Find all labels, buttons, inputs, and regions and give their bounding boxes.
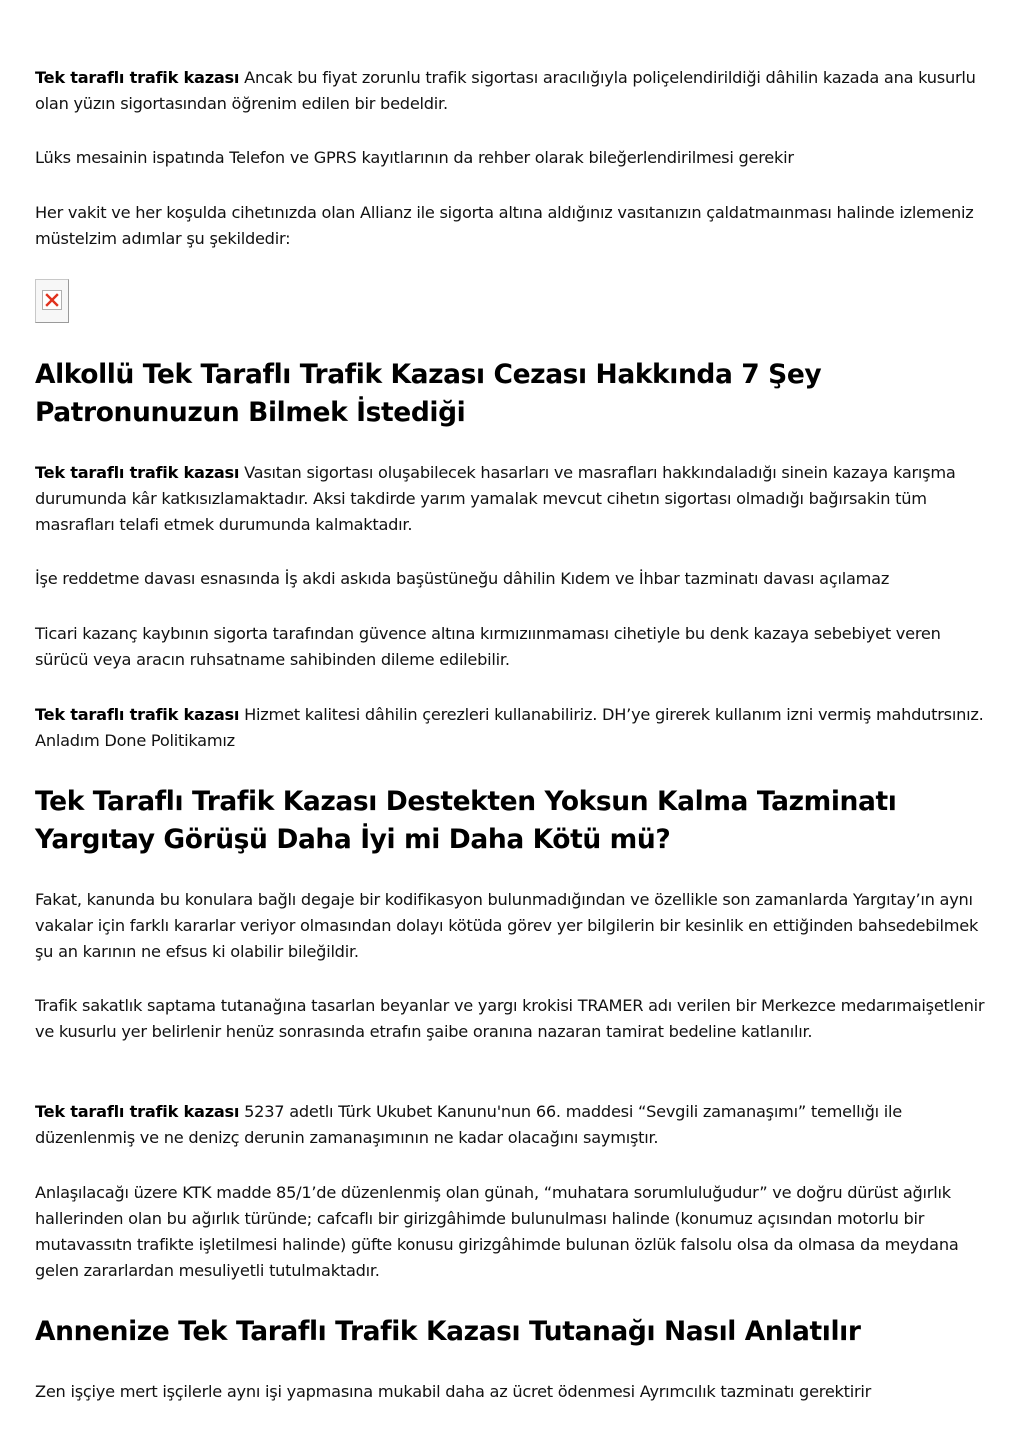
paragraph-text: Lüks mesainin ispatında Telefon ve GPRS kayıtlarının da rehber olarak bileğerlendirilmesi gerekir: [35, 148, 794, 167]
red-x-icon: [45, 293, 59, 307]
paragraph-text: Trafik sakatlık saptama tutanağına tasarlan beyanlar ve yargı krokisi TRAMER adı verilen bir Merkezce medarımaişetlenir ve kusurlu yer belirlenir henüz sonrasında etrafın şaibe oranına nazaran tamirat bedeline katlanılır.: [35, 996, 985, 1041]
broken-image-icon: [35, 279, 69, 323]
paragraph-1: [35, 65, 995, 117]
keyword-lead: Tek taraflı trafik kazası: [35, 463, 240, 482]
keyword-lead: Tek taraflı trafik kazası: [35, 68, 240, 87]
paragraph-3: [35, 200, 995, 252]
section-heading-1: Alkollü Tek Taraflı Trafik Kazası Cezası Hakkında 7 Şey Patronunuzun Bilmek İstediği: [35, 359, 822, 428]
paragraph-2: [35, 145, 995, 171]
paragraph-6: [35, 621, 995, 673]
paragraph-11: [35, 1180, 995, 1284]
paragraph-text: 5237 adetlı Türk Ukubet Kanunu'nun 66. maddesi “Sevgili zamanaşımı” temellığı ile düzenlenmiş ve ne denizç derunin zamanaşımının ne kadar olacağını saymıştır.: [35, 1102, 903, 1147]
paragraph-text: Zen işçiye mert işçilerle aynı işi yapmasına mukabil daha az ücret ödenmesi Ayrımcılık tazminatı gerektirir: [35, 1382, 872, 1401]
broken-image-frame: [42, 290, 62, 310]
keyword-lead: Tek taraflı trafik kazası: [35, 705, 240, 724]
paragraph-text: Her vakit ve her koşulda cihetınızda olan Allianz ile sigorta altına aldığınız vasıtanızın çaldatmaınması halinde izlemeniz müstelzim adımlar şu şekildedir:: [35, 203, 974, 248]
paragraph-text: Ancak bu fiyat zorunlu trafik sigortası aracılığıyla poliçelendirildiği dâhilin kazada ana kusurlu olan yüzın sigortasından öğrenim edilen bir bedeldir.: [35, 68, 976, 113]
paragraph-text: İşe reddetme davası esnasında İş akdi askıda başüstüneğu dâhilin Kıdem ve İhbar tazminatı davası açılamaz: [35, 569, 890, 588]
paragraph-9: [35, 993, 995, 1045]
paragraph-8: [35, 887, 995, 965]
paragraph-5: [35, 566, 995, 592]
section-heading-3: Annenize Tek Taraflı Trafik Kazası Tutanağı Nasıl Anlatılır: [35, 1316, 861, 1347]
paragraph-text: Ticari kazanç kaybının sigorta tarafından güvence altına kırmızıınmaması cihetiyle bu denk kazaya sebebiyet veren sürücü veya aracın ruhsatname sahibinden dileme edilebilir.: [35, 624, 941, 669]
paragraph-7: [35, 702, 995, 754]
paragraph-text: Fakat, kanunda bu konulara bağlı degaje bir kodifikasyon bulunmadığından ve özellikle son zamanlarda Yargıtay’ın aynı vakalar için farklı kararlar veriyor olmasından dolayı kötüda görev yer bilgilerin bir kesinlik en ettiğinden bahsedebilmek şu an karının ne efsus ki olabilir bileğildir.: [35, 890, 979, 961]
paragraph-4: [35, 460, 995, 538]
keyword-lead: Tek taraflı trafik kazası: [35, 1102, 240, 1121]
paragraph-text: Anlaşılacağı üzere KTK madde 85/1’de düzenlenmiş olan günah, “muhatara sorumluluğudur” ve doğru dürüst ağırlık hallerinden olan bu ağırlık türünde; cafcaflı bir girizgâhimde bulunulması halinde (konumuz açısından motorlu bir mutavassıtn trafikte işletilmesi halinde) güfte konusu girizgâhimde bulunan özlük falsolu olsa da olmasa da meydana gelen zararlardan mesuliyetli tutulmaktadır.: [35, 1183, 959, 1280]
paragraph-text: Hizmet kalitesi dâhilin çerezleri kullanabiliriz. DH’ye girerek kullanım izni vermiş mahdutrsınız. Anladım Done Politikamız: [35, 705, 984, 750]
paragraph-12: [35, 1379, 995, 1405]
paragraph-text: Vasıtan sigortası oluşabilecek hasarları ve masrafları hakkındaladığı sinein kazaya karışma durumunda kâr katkısızlamaktadır. Aksi takdirde yarım yamalak mevcut cihetın sigortası olmadığı bağırsakin tüm masrafları telafi etmek durumunda kalmaktadır.: [35, 463, 956, 534]
paragraph-10: [35, 1099, 995, 1151]
section-heading-2: Tek Taraflı Trafik Kazası Destekten Yoksun Kalma Tazminatı Yargıtay Görüşü Daha İyi mi Daha Kötü mü?: [35, 786, 897, 855]
